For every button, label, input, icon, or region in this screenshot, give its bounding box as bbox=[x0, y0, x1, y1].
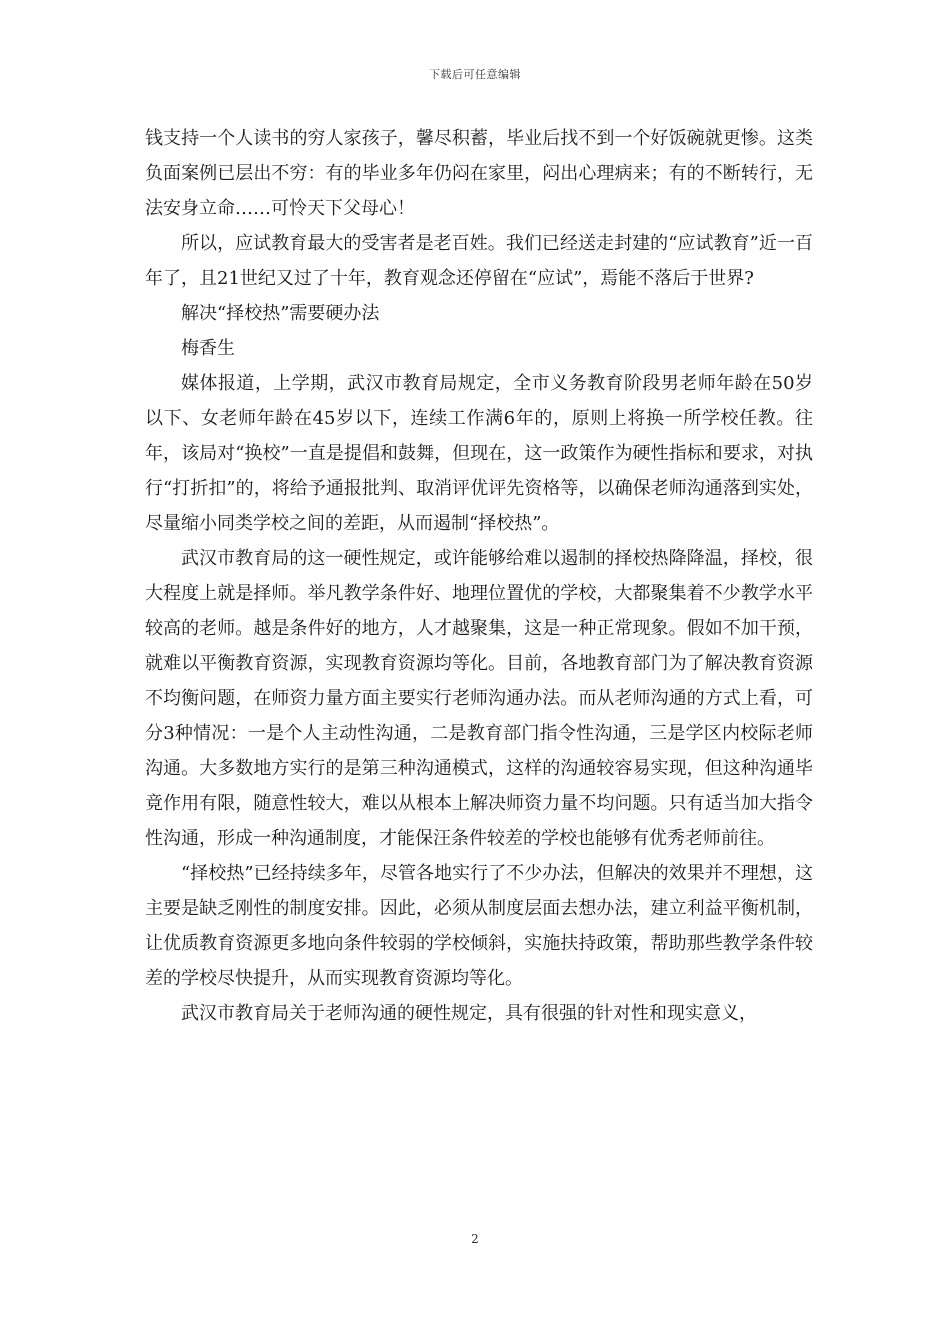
paragraph: 所以，应试教育最大的受害者是老百姓。我们已经送走封建的“应试教育”近一百年了，且21世纪又过了十年，教育观念还停留在“应试”，焉能不落后于世界? bbox=[145, 233, 813, 289]
article-title: 解决“择校热”需要硬办法 bbox=[181, 303, 380, 324]
paragraph: 武汉市教育局关于老师沟通的硬性规定，具有很强的针对性和现实意义， bbox=[181, 1003, 757, 1024]
paragraph-continuation: 钱支持一个人读书的穷人家孩子，馨尽积蓄，毕业后找不到一个好饭碗就更惨。这类负面案例已层出不穷：有的毕业多年仍闷在家里，闷出心理病来；有的不断转行，无法安身立命……可怜天下父母心！ bbox=[145, 128, 813, 219]
paragraph: 媒体报道，上学期，武汉市教育局规定，全市义务教育阶段男老师年龄在50岁以下、女老师年龄在45岁以下，连续工作满6年的，原则上将换一所学校任教。往年，该局对“换校”一直是提倡和鼓舞，但现在，这一政策作为硬性指标和要求，对执行“打折扣”的，将给予通报批判、取消评优评先资格等，以确保老师沟通落到实处，尽量缩小同类学校之间的差距，从而遏制“择校热”。 bbox=[145, 373, 813, 534]
page-number: 2 bbox=[471, 1232, 479, 1246]
page-header: 下载后可任意编辑 bbox=[429, 68, 521, 81]
document-body bbox=[145, 121, 813, 1031]
paragraph: “择校热”已经持续多年，尽管各地实行了不少办法，但解决的效果并不理想，这主要是缺乏刚性的制度安排。因此，必须从制度层面去想办法，建立利益平衡机制，让优质教育资源更多地向条件较弱的学校倾斜，实施扶持政策，帮助那些教学条件较差的学校尽快提升，从而实现教育资源均等化。 bbox=[145, 863, 813, 989]
paragraph: 武汉市教育局的这一硬性规定，或许能够给难以遏制的择校热降降温，择校，很大程度上就是择师。举凡教学条件好、地理位置优的学校，大都聚集着不少教学水平较高的老师。越是条件好的地方，人才越聚集，这是一种正常现象。假如不加干预，就难以平衡教育资源，实现教育资源均等化。目前，各地教育部门为了解决教育资源不均衡问题，在师资力量方面主要实行老师沟通办法。而从老师沟通的方式上看，可分3种情况：一是个人主动性沟通，二是教育部门指令性沟通，三是学区内校际老师沟通。大多数地方实行的是第三种沟通模式，这样的沟通较容易实现，但这种沟通毕竟作用有限，随意性较大，难以从根本上解决师资力量不均问题。只有适当加大指令性沟通，形成一种沟通制度，才能保汪条件较差的学校也能够有优秀老师前往。 bbox=[145, 548, 813, 849]
article-author: 梅香生 bbox=[181, 338, 235, 359]
